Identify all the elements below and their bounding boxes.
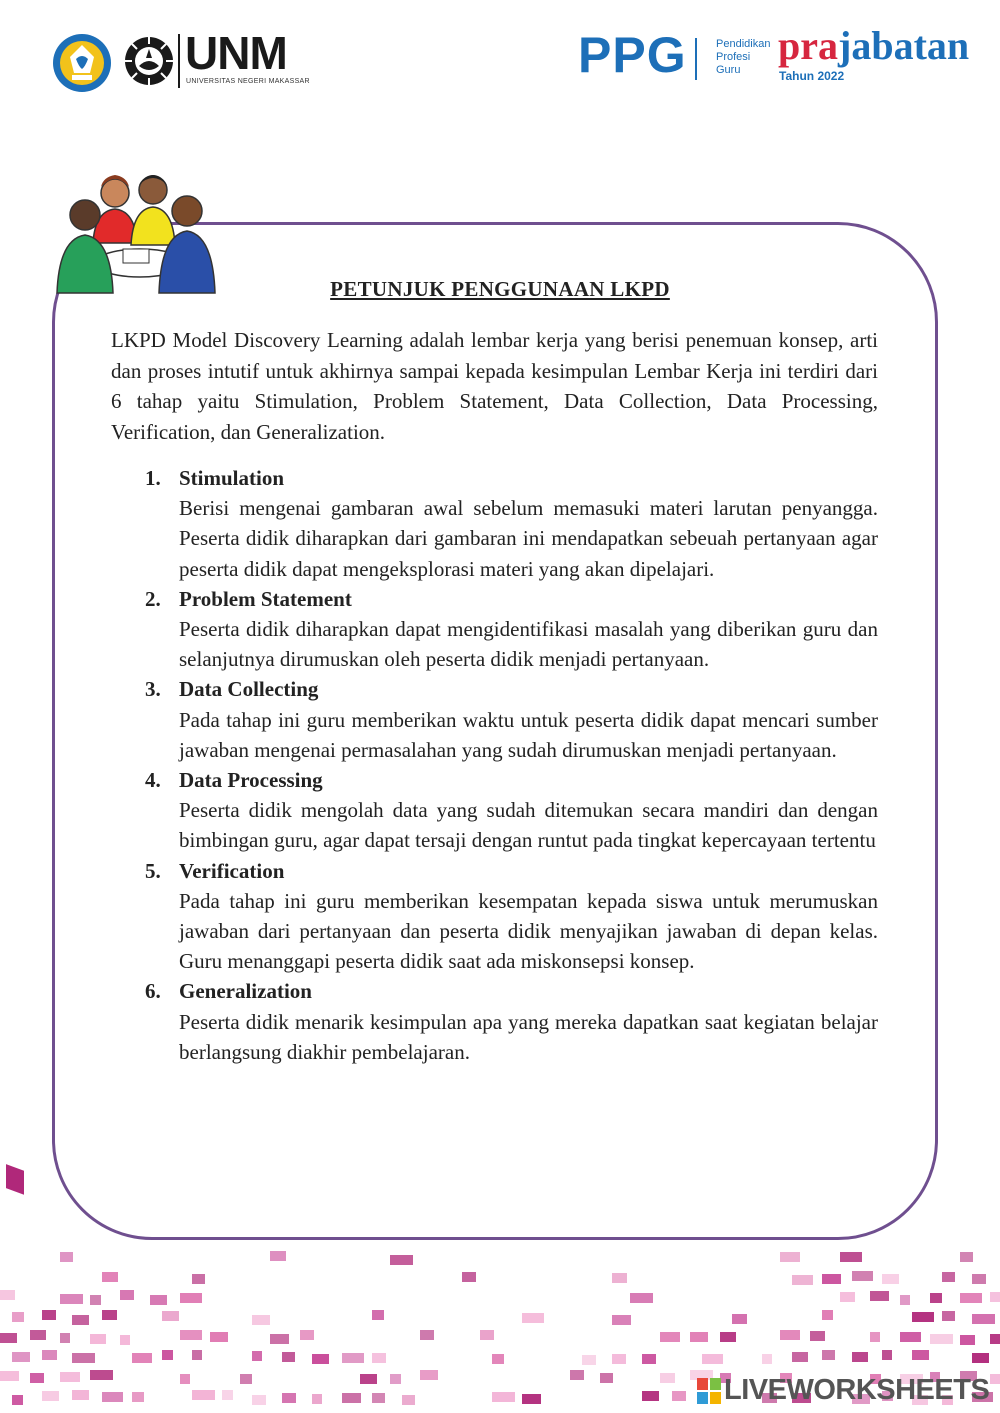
footer-pixel	[192, 1350, 202, 1360]
footer-pixel	[870, 1291, 889, 1301]
footer-pixel	[822, 1350, 835, 1360]
footer-pixel	[252, 1395, 266, 1405]
footer-pixel	[252, 1315, 270, 1325]
step-description: Berisi mengenai gambaran awal sebelum memasuki materi larutan penyangga. Peserta didik diharapkan dari gambaran ini mendapatkan sebeuah pertanyaan agar peserta didik dapat mengeksplorasi materi yang akan dipelajari.	[179, 496, 878, 581]
footer-pixel	[990, 1334, 1000, 1344]
footer-pixel	[360, 1374, 377, 1384]
footer-pixel	[12, 1312, 24, 1322]
tahun-label: Tahun 2022	[779, 69, 845, 83]
footer-pixel	[900, 1295, 910, 1305]
list-item	[145, 765, 878, 856]
footer-pixel	[42, 1350, 57, 1360]
footer-pixel	[642, 1391, 659, 1401]
footer-pixel	[972, 1314, 995, 1324]
footer-pixel	[780, 1330, 800, 1340]
footer-pixel	[522, 1313, 544, 1323]
footer-pixel	[810, 1331, 825, 1341]
ppg-sub-line: Pendidikan	[716, 38, 771, 50]
footer-pixel	[660, 1332, 680, 1342]
footer-pixel	[930, 1293, 942, 1303]
footer-pixel	[792, 1275, 813, 1285]
footer-pixel	[822, 1274, 841, 1284]
footer-pixel	[522, 1394, 541, 1404]
footer-pixel	[390, 1255, 413, 1265]
ppg-logo-text: PPG	[578, 27, 687, 83]
step-title: Generalization	[179, 979, 312, 1004]
page-header	[0, 0, 1000, 120]
footer-pixel	[642, 1354, 656, 1364]
footer-pixel	[0, 1333, 17, 1343]
footer-pixel	[402, 1395, 415, 1405]
footer-pixel	[852, 1352, 868, 1362]
footer-pixel	[132, 1392, 144, 1402]
footer-pixel	[930, 1334, 953, 1344]
footer-pixel	[30, 1373, 44, 1383]
step-description: Peserta didik menarik kesimpulan apa yang mereka dapatkan saat kegiatan belajar berlangsung diakhir pembelajaran.	[179, 1009, 878, 1064]
step-description: Peserta didik mengolah data yang sudah ditemukan secara mandiri dan dengan bimbingan guru, agar dapat tersaji dengan runtut pada tingkat kepercayaan tertentu	[179, 798, 878, 853]
step-description: Pada tahap ini guru memberikan kesempatan kepada siswa untuk merumuskan jawaban dari pertanyaan dan peserta didik menyajikan jawaban di depan kelas. Guru menanggapi peserta didik saat ada miskonsepsi konsep.	[179, 888, 878, 974]
footer-pixel	[702, 1354, 723, 1364]
step-title: Data Collecting	[179, 677, 319, 702]
step-title: Verification	[179, 858, 285, 883]
footer-pixel	[150, 1295, 167, 1305]
footer-pixel	[792, 1352, 808, 1362]
footer-pixel	[852, 1271, 873, 1281]
footer-pixel	[420, 1370, 438, 1380]
footer-pixel	[60, 1252, 73, 1262]
footer-accent	[6, 1164, 24, 1195]
footer-pixel	[882, 1350, 892, 1360]
footer-pixel	[972, 1274, 986, 1284]
step-title: Problem Statement	[179, 586, 352, 611]
footer-pixel	[582, 1355, 596, 1365]
footer-pixel	[612, 1315, 631, 1325]
list-item	[145, 463, 878, 584]
list-item	[145, 674, 878, 765]
footer-pixel	[660, 1373, 675, 1383]
step-number: 4.	[145, 768, 161, 793]
footer-pixel	[120, 1290, 134, 1300]
intro-paragraph: LKPD Model Discovery Learning adalah lembar kerja yang berisi penemuan konsep, arti dan proses intutif untuk akhirnya sampai kepada kesimpulan Lembar Kerja ini terdiri dari 6 tahap yaitu Stimulation, Problem Statement, Data Collection, Data Processing, Verification, dan Generalization.	[111, 328, 878, 444]
footer-pixel	[342, 1393, 361, 1403]
footer-pixel	[0, 1371, 19, 1381]
footer-pixel	[960, 1293, 982, 1303]
document-title: PETUNJUK PENGGUNAAN LKPD	[330, 277, 670, 301]
footer-pixel	[690, 1332, 708, 1342]
footer-pixel	[102, 1392, 123, 1402]
footer-pixel	[42, 1391, 59, 1401]
step-description: Peserta didik diharapkan dapat mengidentifikasi masalah yang diberikan guru dan selanjutnya dirumuskan oleh peserta didik menjadi pertanyaan.	[179, 617, 878, 672]
footer-pixel	[840, 1292, 855, 1302]
footer-pixel	[210, 1332, 228, 1342]
ppg-sub-line: Profesi	[716, 51, 751, 63]
step-number: 3.	[145, 677, 161, 702]
footer-pixel	[612, 1354, 626, 1364]
liveworksheets-logo-icon	[697, 1378, 721, 1404]
footer-pixel	[60, 1294, 83, 1304]
footer-pixel	[870, 1332, 880, 1342]
footer-pixel	[342, 1353, 364, 1363]
footer-pixel	[102, 1272, 118, 1282]
footer-pixel	[492, 1354, 504, 1364]
ppg-subtitle	[716, 38, 770, 77]
footer-pixel	[720, 1332, 736, 1342]
step-number: 2.	[145, 586, 161, 611]
footer-pixel	[240, 1374, 252, 1384]
prajabatan-logo-text	[778, 23, 970, 68]
footer-pixel	[822, 1310, 833, 1320]
footer-pixel	[492, 1392, 515, 1402]
footer-pixel	[192, 1274, 205, 1284]
unm-emblem-icon	[124, 36, 174, 86]
footer-pixel	[252, 1351, 262, 1361]
footer-pixel	[612, 1273, 627, 1283]
footer-pixel	[282, 1352, 295, 1362]
unm-subtitle: UNIVERSITAS NEGERI MAKASSAR	[186, 78, 310, 85]
footer-pixel	[12, 1352, 30, 1362]
footer-pixel	[180, 1293, 202, 1303]
footer-pixel	[390, 1374, 401, 1384]
footer-pixel	[72, 1315, 89, 1325]
footer-pixel	[942, 1311, 955, 1321]
footer-pixel	[480, 1330, 494, 1340]
footer-pixel	[462, 1272, 476, 1282]
step-title: Stimulation	[179, 466, 285, 490]
watermark-text: LIVEWORKSHEETS	[724, 1374, 990, 1406]
footer-pixel	[312, 1354, 329, 1364]
list-item	[145, 856, 878, 977]
footer-pixel	[180, 1374, 190, 1384]
footer-pixel	[912, 1350, 929, 1360]
step-number: 1.	[145, 466, 161, 490]
footer-pixel	[30, 1330, 46, 1340]
list-item	[145, 584, 878, 675]
liveworksheets-watermark	[724, 1376, 989, 1405]
footer-pixel	[72, 1390, 89, 1400]
step-number: 5.	[145, 858, 161, 883]
footer-pixel	[270, 1334, 289, 1344]
footer-pixel	[90, 1370, 113, 1380]
footer-pixel	[972, 1353, 989, 1363]
kemdikbud-logo-icon	[52, 33, 112, 93]
footer-pixel	[132, 1353, 152, 1363]
prajabatan-pra: pra	[778, 23, 838, 68]
footer-pixel	[990, 1374, 1000, 1384]
footer-pixel	[600, 1373, 613, 1383]
footer-pixel	[762, 1354, 772, 1364]
footer-pixel	[300, 1330, 314, 1340]
footer-pixel	[90, 1334, 106, 1344]
footer-pixel	[990, 1292, 1000, 1302]
footer-pixel	[780, 1252, 800, 1262]
footer-pixel	[630, 1293, 653, 1303]
footer-pixel	[960, 1252, 973, 1262]
footer-pixel	[42, 1310, 56, 1320]
ppg-divider	[695, 38, 697, 80]
footer-pixel	[270, 1251, 286, 1261]
footer-pixel	[942, 1272, 955, 1282]
students-discussion-icon	[55, 165, 225, 295]
footer-pixel	[732, 1314, 747, 1324]
footer-pixel	[840, 1252, 862, 1262]
list-item	[145, 976, 878, 1067]
ppg-sub-line: Guru	[716, 64, 741, 76]
footer-pixel	[882, 1274, 899, 1284]
footer-pixel	[162, 1311, 179, 1321]
footer-pixel	[192, 1390, 215, 1400]
footer-pixel	[282, 1393, 296, 1403]
footer-pixel	[60, 1333, 70, 1343]
unm-logo-text: UNM	[185, 27, 287, 79]
footer-pixel	[12, 1395, 23, 1405]
footer-pixel	[0, 1290, 15, 1300]
footer-pixel	[162, 1350, 173, 1360]
footer-pixel	[372, 1353, 386, 1363]
prajabatan-rest: jabatan	[838, 23, 970, 68]
footer-pixel	[960, 1335, 975, 1345]
footer-pixel	[372, 1310, 384, 1320]
step-number: 6.	[145, 979, 161, 1004]
footer-pixel	[672, 1391, 686, 1401]
footer-pixel	[900, 1332, 921, 1342]
footer-pixel	[102, 1310, 117, 1320]
footer-pixel	[372, 1393, 385, 1403]
unm-divider	[178, 34, 180, 88]
footer-pixel	[570, 1370, 584, 1380]
step-title: Data Processing	[179, 768, 323, 793]
step-description: Pada tahap ini guru memberikan waktu untuk peserta didik dapat mencari sumber jawaban mengenai permasalahan yang sudah dirumuskan menjadi pertanyaan.	[179, 707, 878, 762]
footer-pixel	[90, 1295, 101, 1305]
footer-pixel	[120, 1335, 130, 1345]
footer-pixel	[180, 1330, 202, 1340]
footer-pixel	[222, 1390, 233, 1400]
footer-pixel	[312, 1394, 322, 1404]
footer-pixel	[72, 1353, 95, 1363]
footer-pixel	[60, 1372, 80, 1382]
footer-pixel	[912, 1312, 934, 1322]
steps-list	[145, 463, 878, 1067]
footer-pixel	[420, 1330, 434, 1340]
